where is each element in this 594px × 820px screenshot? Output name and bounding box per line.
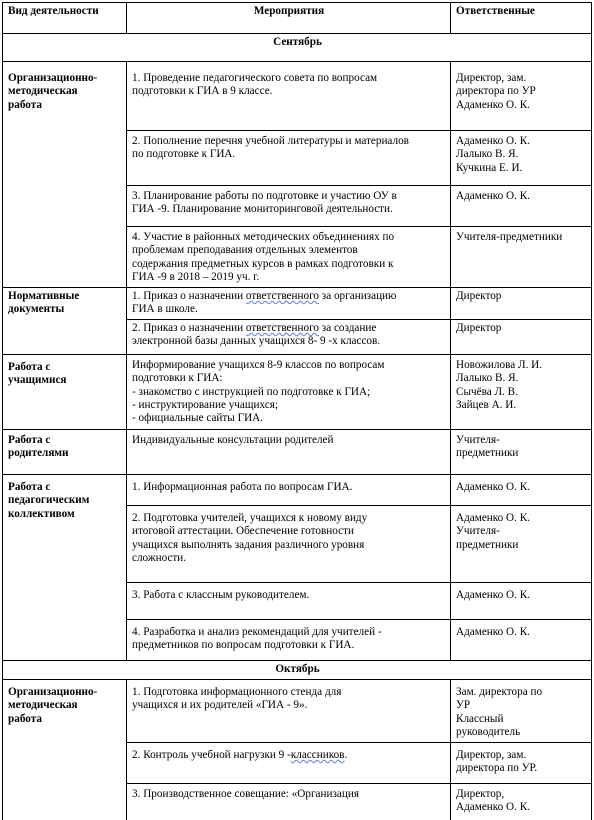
responsible-cell: Учителя-предметники	[451, 227, 592, 288]
responsible-cell: Директор, Адаменко О. К.	[451, 783, 592, 820]
event-cell: Информирование учащихся 8-9 классов по вопросам подготовки к ГИА: - знакомство с инструкцией по подготовке к ГИА; - инструктирование учащихся; - официальные сайты ГИА.	[127, 354, 451, 429]
month-september: Сентябрь	[3, 34, 592, 62]
responsible-cell: Учителя- предметники	[451, 429, 592, 474]
table-row	[3, 474, 592, 505]
responsible-cell: Адаменко О. К.	[451, 186, 592, 227]
event-cell: 1. Подготовка информационного стенда для учащихся и их родителей «ГИА - 9».	[127, 679, 451, 742]
month-october: Октябрь	[3, 660, 592, 679]
event-cell: 4. Участие в районных методических объединениях по проблемам преподавания отдельных элементов содержания предметных курсов в рамках подготовки к ГИА -9 в 2018 – 2019 уч. г.	[127, 227, 451, 288]
category-students: Работа с учащимися	[3, 354, 127, 429]
responsible-cell: Адаменко О. К. Учителя- предметники	[451, 505, 592, 582]
responsible-cell: Адаменко О. К.	[451, 582, 592, 619]
event-cell: Индивидуальные консультации родителей	[127, 429, 451, 474]
event-cell: 2. Пополнение перечня учебной литературы и материалов по подготовке к ГИА.	[127, 131, 451, 186]
category-parents: Работа с родителями	[3, 429, 127, 474]
responsible-cell: Директор, зам. директора по УР.	[451, 742, 592, 783]
activity-plan-table	[2, 2, 592, 820]
responsible-cell: Зам. директора по УР Классный руководитель	[451, 679, 592, 742]
responsible-cell: Адаменко О. К.	[451, 619, 592, 660]
responsible-cell: Директор	[451, 319, 592, 354]
responsible-cell: Директор, зам. директора по УР Адаменко О. К.	[451, 62, 592, 131]
responsible-cell: Новожилова Л. И. Лалыко В. Я. Сычёва Л. В. Зайцев А. И.	[451, 354, 592, 429]
header-activity-type: Вид деятельности	[3, 3, 127, 34]
header-events: Мероприятия	[127, 3, 451, 34]
event-cell: 3. Планирование работы по подготовке и участию ОУ в ГИА -9. Планирование мониторинговой деятельности.	[127, 186, 451, 227]
header-responsible: Ответственные	[451, 3, 592, 34]
event-cell: 3. Работа с классным руководителем.	[127, 582, 451, 619]
event-cell: 2. Подготовка учителей, учащихся к новому виду итоговой аттестации. Обеспечение готовности учащихся выполнять задания различного уровня сложности.	[127, 505, 451, 582]
event-cell: 1. Приказ о назначении ответственного за организацию ГИА в школе.	[127, 288, 451, 320]
event-cell: 3. Производственное совещание: «Организация	[127, 783, 451, 820]
responsible-cell: Адаменко О. К.	[451, 474, 592, 505]
event-cell: 4. Разработка и анализ рекомендаций для учителей - предметников по вопросам подготовки к ГИА.	[127, 619, 451, 660]
table-row	[3, 679, 592, 742]
event-cell: 2. Приказ о назначении ответственного за создание электронной базы данных учащихся 8- 9 -х классов.	[127, 319, 451, 354]
event-cell: 2. Контроль учебной нагрузки 9 -классников.	[127, 742, 451, 783]
table-row	[3, 429, 592, 474]
table-row	[3, 62, 592, 131]
responsible-cell: Адаменко О. К. Лалыко В. Я. Кучкина Е. И.	[451, 131, 592, 186]
category-teaching-staff: Работа с педагогическим коллективом	[3, 474, 127, 660]
category-org-method: Организационно- методическая работа	[3, 62, 127, 288]
table-row	[3, 288, 592, 320]
event-cell: 1. Проведение педагогического совета по вопросам подготовки к ГИА в 9 классе.	[127, 62, 451, 131]
responsible-cell: Директор	[451, 288, 592, 320]
month-row-october	[3, 660, 592, 679]
table-row	[3, 354, 592, 429]
table-header-row	[3, 3, 592, 34]
category-org-method-october: Организационно- методическая работа	[3, 679, 127, 820]
month-row-september	[3, 34, 592, 62]
category-normative: Нормативные документы	[3, 288, 127, 355]
event-cell: 1. Информационная работа по вопросам ГИА.	[127, 474, 451, 505]
